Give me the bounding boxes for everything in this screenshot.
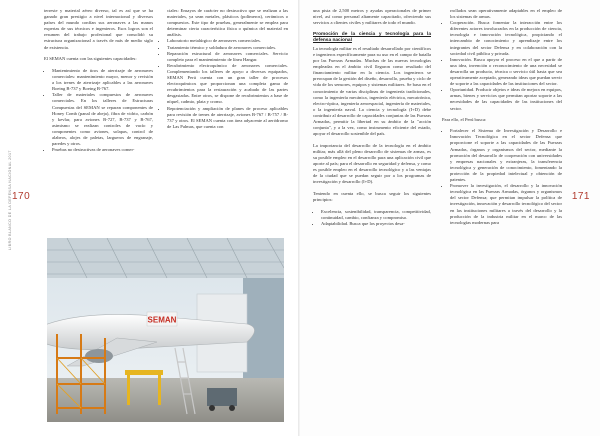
list-item: rrollados sean operativamente adaptables en el empleo de los sistemas de armas. bbox=[450, 8, 562, 20]
paragraph: La tecnología militar es el resultado desarrollado por científicos e ingenieros específicamente para su uso en el campo de batalla por las Fuerzas Armadas. Muchas de las nuevas tecnologías empleadas en el ámbito civil llegaron como resultado del financiamiento militar en la ciencia. Los ingenieros se preocupan de la gestión del diseño, desarrollo, prueba y ciclo de vida de los sensores, equipos y sistemas militares. Se basa en el conocimiento de varias disciplinas de ingeniería tradicionales, como la ingeniería mecánica, ingeniería eléctrica, mecatrónica, electro-óptica, ingeniería aeroespacial, ingeniería de materiales, o la ingeniería naval. La ciencia y tecnología (I+D) debe contribuir al desarrollo de capacidades conjuntas de las Fuerzas Armadas, permitir la libertad en su ámbito de la "acción conjunta", y a la vez, como instrumento eficiente del estado, apoyar el desarrollo sostenible del país. bbox=[313, 45, 431, 137]
capabilities-list-cont bbox=[160, 8, 288, 130]
list-item: • Fortalecer el Sistema de Investigación y Desarrollo e Innovación Tecnológica en el sector Defensa que proporcione el soporte a las capacidades de las Fuerzas Armadas, órganos y organismos del sector, mediante la promoción del desarrollo de cooperación con universidades y empresas nacionales y extranjeras, la transferencia tecnológica y generación de conocimiento, fomentando la protección de la propiedad intelectual y obtención de patentes. bbox=[450, 128, 562, 183]
cart-wheel bbox=[209, 405, 215, 411]
paragraph: El SEMAN cuenta con las siguientes capacidades: bbox=[44, 56, 137, 62]
list-item: • Oportunidad. Producir objetos e ideas de mejora en equipos, armas, bienes y servicios que permitan aportar soporte a las necesidades de las capacidades de las instituciones del sector. bbox=[450, 87, 562, 111]
cart-wheel bbox=[229, 405, 235, 411]
list-item: • Innovación. Busca apoyar el proceso en el que a partir de una idea, invención o reconocimiento de una necesidad se desarrolla un producto, técnica o servicio útil hasta que sea operativamente aceptado, generando ideas que puedan servir de soporte a las capacidades de las instituciones del sector. bbox=[450, 57, 562, 87]
list-item: • Promover la investigación, el desarrollo y la innovación tecnológica en las Fuerzas Armadas, órganos y organismos del sector Defensa; que permitan impulsar la política de investigación, innovación y desarrollo tecnológico del sector en las instituciones militares a través del desarrollo y la producción de la industria militar en el marco de las tecnologías modernas para bbox=[450, 183, 562, 226]
list-item: • Recubrimiento electroquímico de aeronaves comerciales. Complementando los talleres de apoyo a diversos equipados, SEMAN Perú cuenta con un gran taller de procesos electroquímicos que proporcionan una completa gama de recubrimientos para la restauración y acabado de las partes desgastadas. Entre otros, se dispone de recubrimientos a base de níquel, cadmio, plata y cromo. bbox=[167, 63, 288, 106]
objectives-list bbox=[442, 128, 562, 226]
left-column-2 bbox=[160, 8, 288, 135]
right-column-2 bbox=[442, 8, 562, 231]
list-item: • Excelencia, sostenibilidad, transparencia, competitividad, continuidad, cambio, confianza y compromiso. bbox=[321, 209, 431, 221]
paragraph: terreste y material aéreo diverso, tal es así que se ha ganado gran prestigio a nivel internacional y diversos países del mundo confían sus aeronaves a las manos expertas de sus técnicos e ingenieros. Esos logros son el resumen del trabajo profesional que consolidó su estructura organizacional a través de más de medio siglo de existencia. bbox=[44, 8, 153, 50]
list-item: • Reparación estructural de aeronaves comerciales. Servicio completo para el mantenimiento de línea Hangar. bbox=[167, 51, 288, 63]
paragraph: una pista de 2,500 metros y ayudas operacionales de primer nivel, así como personal altamente capacitado, ofreciendo sus servicios a clientes civiles y militares de todo el mundo. bbox=[313, 8, 431, 26]
principles-list-cont bbox=[442, 8, 562, 112]
list-item: • Cooperación. Busca fomentar la interacción entre los diferentes actores involucrados en la producción de ciencia, tecnología e innovación tecnológica, propiciando el intercambio de conocimiento y aprendizaje entre los integrantes del sector Defensa y en colaboración con la sociedad civil pública y privada. bbox=[450, 20, 562, 57]
principles-list bbox=[313, 209, 431, 227]
page-number-left: 170 bbox=[12, 191, 31, 202]
list-item: • Taller de materiales compuestos de aeronaves comerciales. En los talleres de Estructuras Compuestas del SEMAN se reparan componentes de Honey Comb (panal de abeja), fibra de vidrio, carbón y kevlar, para aviones B-727, B-737 y B-767, asimismo se realizan controles de vacío y componentes como aviones, solapas, control de alabeos, alojes de paletas, largueros de engranaje, paredes y otros. bbox=[52, 92, 153, 147]
hangar-photo bbox=[47, 238, 284, 422]
list-item: • Laboratorio metalúrgico de aeronaves comerciales. bbox=[167, 38, 288, 44]
list-item: • Repotenciación y ampliación de planes de proceso aplicables para revisión de trenes de aterrizaje, aviones B-767 / B-757 / B-737 y otros. El SEMAN cuenta con área adyacente al aeródromo de Las Palmas, que cuenta con bbox=[167, 106, 288, 130]
section-heading: Promoción de la ciencia y tecnología para la defensa nacional bbox=[313, 31, 431, 43]
paragraph: Teniendo en cuenta ello, se busca seguir los siguientes principios: bbox=[313, 191, 431, 203]
paragraph: La importancia del desarrollo de la tecnología en el ámbito militar, más allá del pleno desarrollo de sistemas de armas, es su posible empleo en el desarrollo para una aplicación civil que aporte al país; para el desarrollo en seguridad y defensa, y como es posible empleo en el desarrollo tecnológico y a las ventajas de la ciudad que se puedan seguir por a los programas de investigación y desarrollo (I+D). bbox=[313, 142, 431, 185]
list-item: • Pruebas no destructivas de aeronaves comer- bbox=[52, 147, 153, 153]
engine-nacelle bbox=[85, 349, 113, 363]
left-column-1 bbox=[44, 8, 153, 158]
hangar-ceiling bbox=[47, 238, 284, 278]
list-item: • Mantenimiento de tiros de aterrizaje de aeronaves comerciales: mantenimiento mayor, menor y revisión a los trenes de aterrizaje aplicables a las aeronaves Boeing B-737 y Boeing B-767. bbox=[52, 68, 153, 92]
list-item: • Adaptabilidad. Busca que los proyectos desa- bbox=[321, 221, 431, 227]
paragraph: Para ello, el Perú busca: bbox=[442, 116, 487, 122]
page-number-right: 171 bbox=[571, 191, 590, 202]
tool-cart bbox=[207, 388, 237, 406]
right-column-1 bbox=[313, 8, 431, 232]
list-item: ciales: Ensayos de carácter no destructivo que se realizan a las materiales, ya sean metales, plásticos (polímeros), cerámicos o compuestos. Este tipo de pruebas, generalmente se emplea para determinar cierta característica física o química del material en análisis. bbox=[167, 8, 288, 38]
hangar-illustration bbox=[47, 238, 284, 422]
capabilities-list bbox=[44, 68, 153, 153]
seman-logo: SEMAN bbox=[147, 315, 177, 325]
running-title: LIBRO BLANCO DE LA DEFENSA NACIONAL 2017 bbox=[8, 150, 12, 250]
list-item: • Tratamiento térmico y soldadura de aeronaves comerciales. bbox=[167, 45, 288, 51]
